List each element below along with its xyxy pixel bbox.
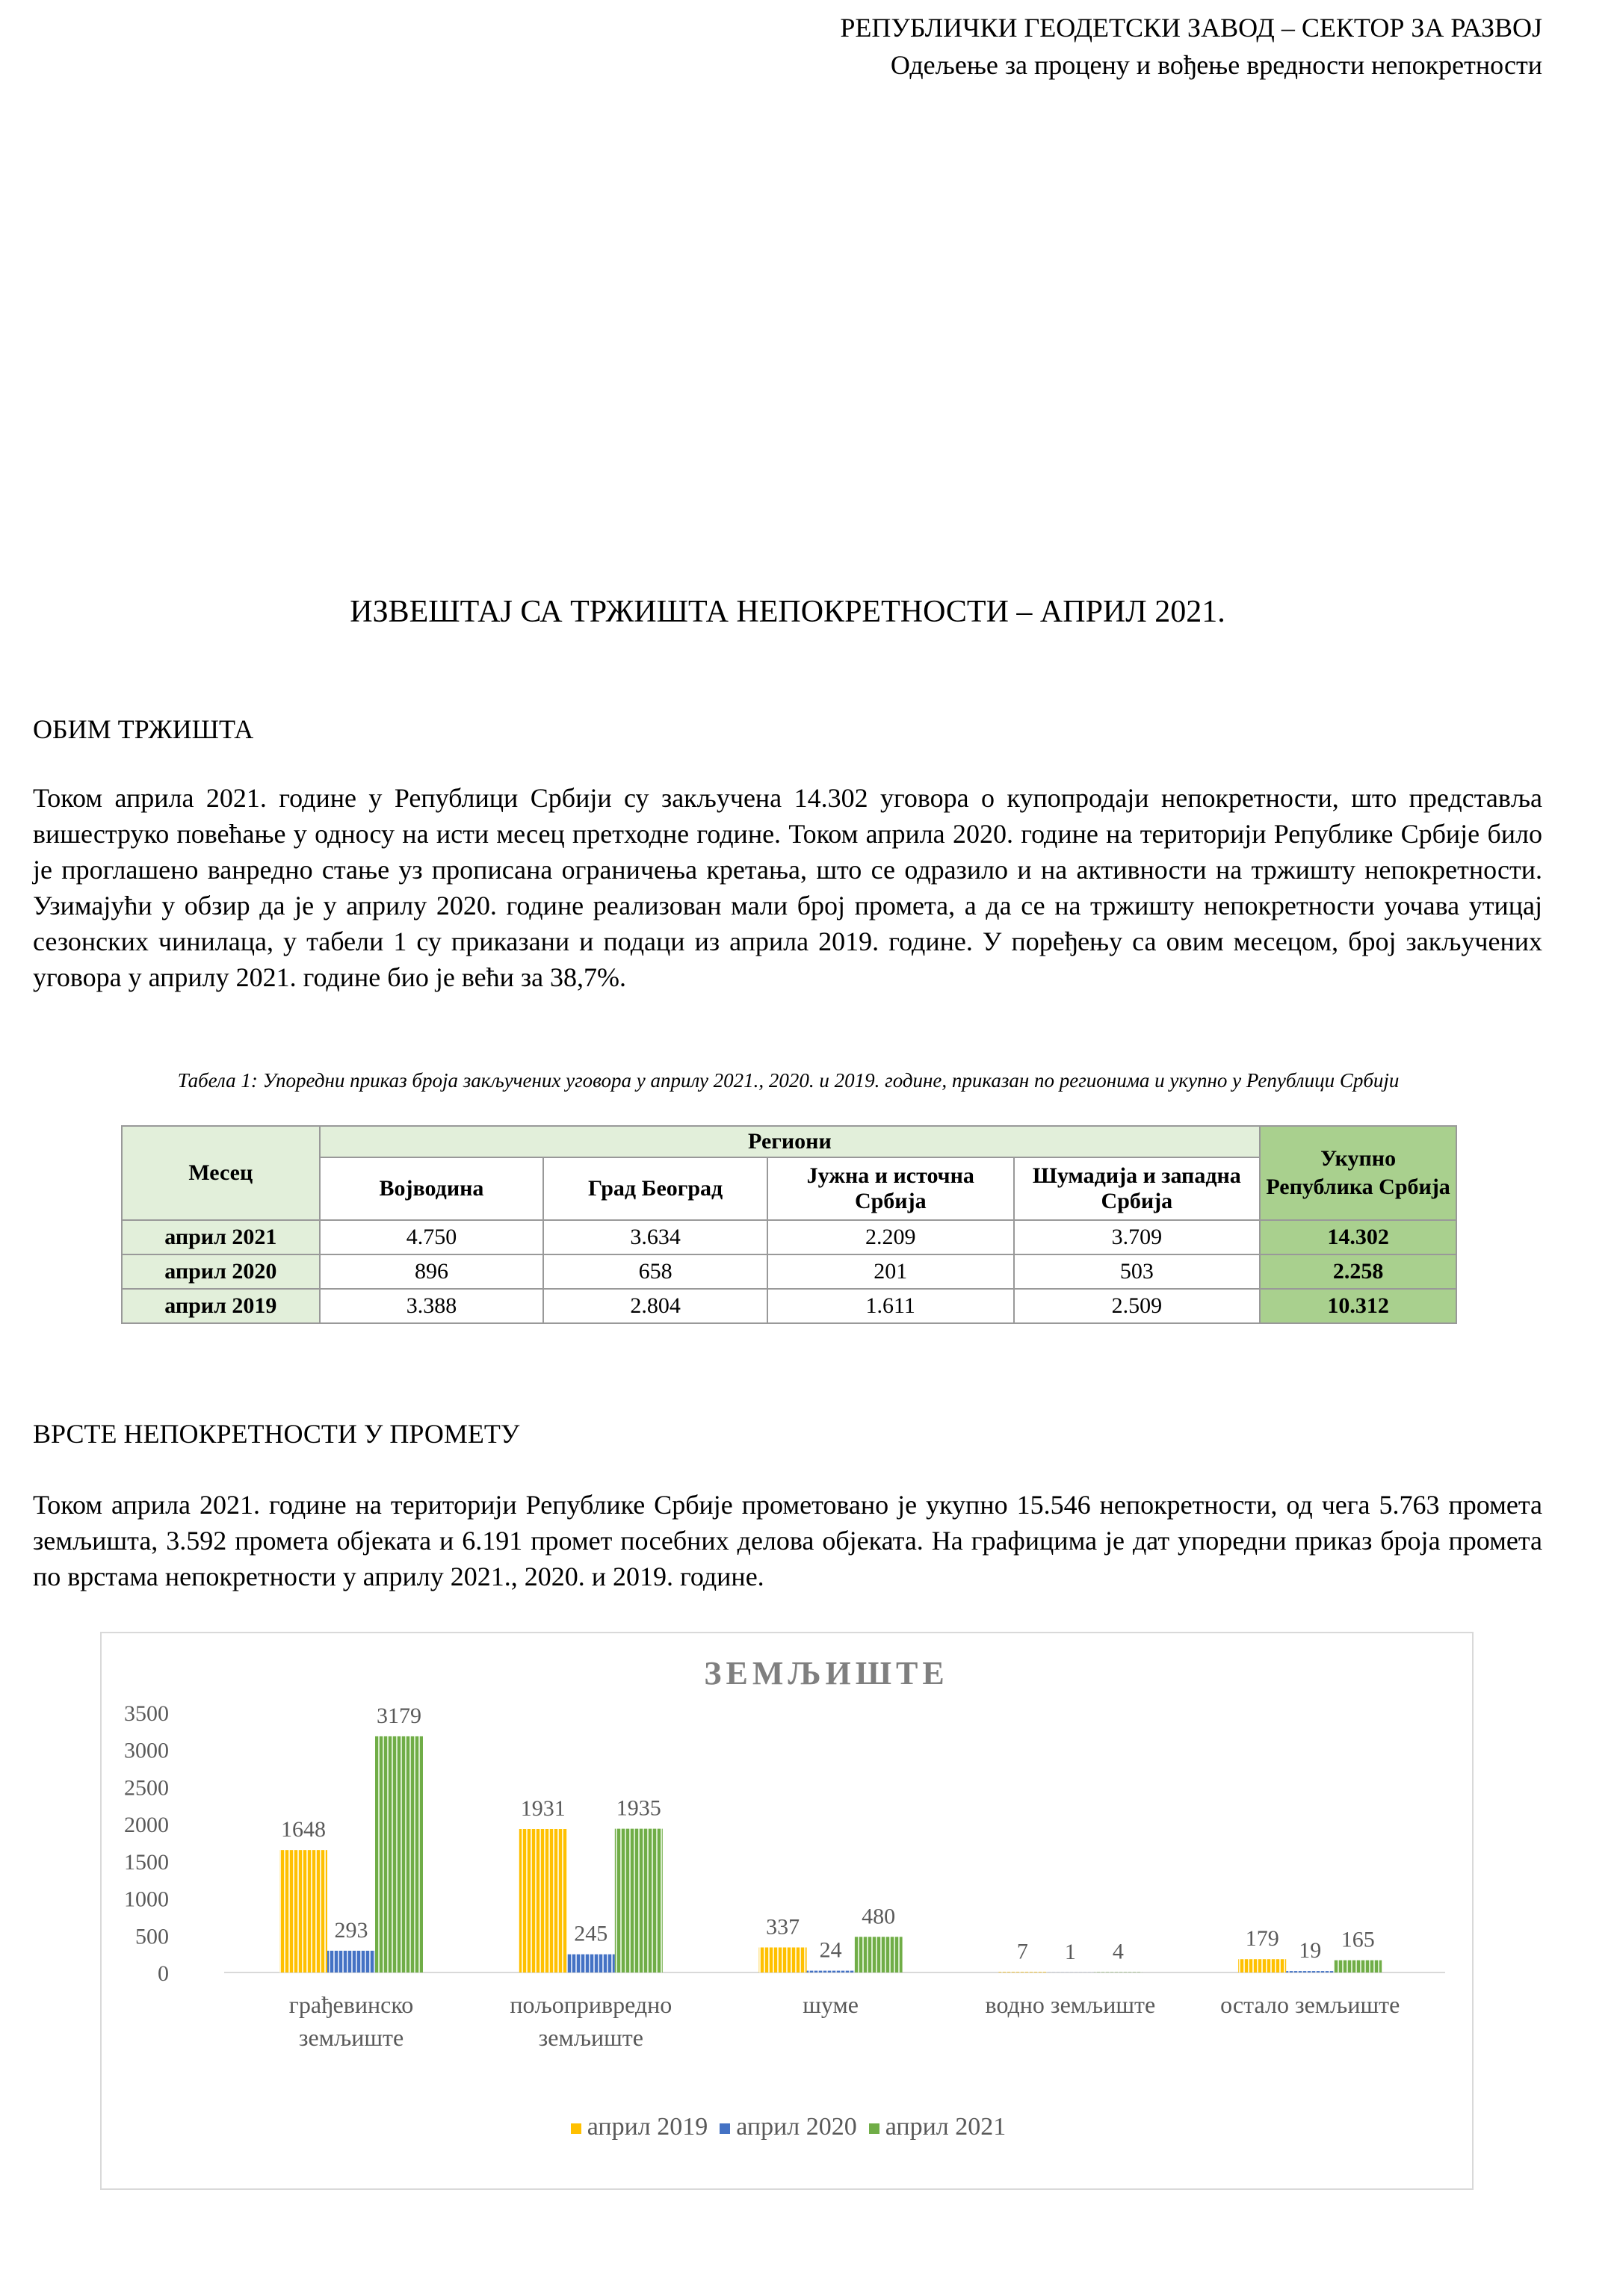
bar [1286,1971,1334,1972]
data-label: 245 [574,1921,608,1946]
month-header: Месец [122,1126,320,1220]
data-label: 19 [1299,1938,1322,1964]
bar [567,1955,615,1972]
data-label: 337 [766,1914,800,1940]
y-tick-label: 2000 [124,1813,169,1838]
region-header: Шумадија и западна Србија [1014,1157,1261,1220]
data-label: 1935 [616,1795,661,1821]
cell-value: 2.804 [543,1289,767,1323]
region-header: Војводина [320,1157,544,1220]
bar [375,1736,423,1972]
region-header: Јужна и источна Србија [767,1157,1014,1220]
legend-swatch [720,2123,730,2134]
section-heading-property-types: ВРСТЕ НЕПОКРЕТНОСТИ У ПРОМЕТУ [33,1419,520,1449]
paragraph-property-types [33,1487,1542,1594]
data-label: 480 [862,1904,896,1929]
x-tick-label: шуме [803,1991,859,2018]
bar [327,1951,375,1972]
contracts-table [121,1125,1457,1324]
bar [759,1947,807,1972]
cell-total: 10.312 [1260,1289,1456,1323]
cell-value: 3.709 [1014,1220,1261,1254]
legend-item [869,2113,1007,2141]
x-tick-label: земљиште [298,2024,404,2051]
paragraph-text: Током априла 2021. године у Републици Србији су закључена 14.302 уговора о купопродаји непокретности, што представља вишеструко повећање у односу на исти месец претходне године. Током априла 2020. године на територији Републике Србије било је проглашено ванредно стање уз прописана ограничења кретања, што се одразило и на активности на тржишту непокретности. Узимајући у обзир да је у априлу 2020. године реализован мали број промета, а да се на тржишту непокретности уочава утицај сезонских чинилаца, у табели 1 су приказани и подаци из априла 2019. године. У поређењу са овим месецом, број закључених уговора у априлу 2021. године био је већи за 38,7%. [33,783,1542,992]
chart-title: ЗЕМЉИШТЕ [704,1655,949,1692]
paragraph-market-volume [33,780,1542,995]
data-label: 165 [1341,1927,1375,1952]
row-month: април 2019 [122,1289,320,1323]
legend-label: април 2020 [736,2113,857,2141]
land-chart [100,1632,1474,2190]
bar [279,1850,327,1972]
cell-value: 2.209 [767,1220,1014,1254]
table-caption: Табела 1: Упоредни приказ броја закључених уговора у априлу 2021., 2020. и 2019. године, приказан по регионима и укупно у Републици Србији [177,1069,1400,1092]
total-header: Укупно Република Србија [1260,1126,1456,1220]
y-tick-label: 0 [158,1961,169,1986]
cell-total: 14.302 [1260,1220,1456,1254]
row-month: април 2020 [122,1254,320,1289]
region-header: Град Београд [543,1157,767,1220]
cell-value: 3.634 [543,1220,767,1254]
data-label: 1 [1064,1939,1076,1964]
x-tick-label: пољопривредно [510,1991,673,2018]
cell-value: 4.750 [320,1220,544,1254]
paragraph-text: Током априла 2021. године на територији Републике Србије прометовано је укупно 15.546 непокретности, од чега 5.763 промета земљишта, 3.592 промета објеката и 6.191 промет посебних делова објеката. На графицима је дат упоредни приказ броја промета по врстама непокретности у априлу 2021., 2020. и 2019. године. [33,1490,1542,1591]
bar [1334,1961,1382,1972]
header-department: Одељење за процену и вођење вредности непокретности [890,50,1542,80]
bar [519,1829,567,1972]
cell-value: 201 [767,1254,1014,1289]
y-tick-label: 3500 [124,1701,169,1726]
y-tick-label: 500 [135,1924,169,1949]
legend-item [571,2113,708,2141]
x-tick-label: грађевинско [288,1991,414,2018]
y-tick-label: 3000 [124,1738,169,1763]
table-row [122,1254,1456,1289]
y-tick-label: 1000 [124,1887,169,1912]
cell-value: 1.611 [767,1289,1014,1323]
table-row [122,1220,1456,1254]
data-label: 24 [819,1937,842,1963]
data-label: 1931 [520,1796,566,1822]
report-title: ИЗВЕШТАЈ СА ТРЖИШТА НЕПОКРЕТНОСТИ – АПРИЛ 2021. [350,595,1225,629]
row-month: април 2021 [122,1220,320,1254]
y-tick-label: 2500 [124,1775,169,1801]
x-tick-label: остало земљиште [1220,1991,1400,2018]
data-label: 7 [1016,1939,1028,1964]
bar [807,1971,855,1972]
land-chart-svg [102,1633,1475,2191]
table-row [122,1289,1456,1323]
section-heading-market-volume: ОБИМ ТРЖИШТА [33,714,254,744]
cell-value: 3.388 [320,1289,544,1323]
data-label: 1648 [281,1817,326,1842]
data-label: 179 [1245,1926,1279,1952]
header-institution: РЕПУБЛИЧКИ ГЕОДЕТСКИ ЗАВОД – СЕКТОР ЗА РАЗВОЈ [840,13,1542,43]
legend-swatch [571,2123,581,2134]
regions-header: Региони [320,1126,1261,1157]
cell-value: 658 [543,1254,767,1289]
x-tick-label: земљиште [538,2024,643,2051]
legend-label: април 2021 [885,2113,1007,2141]
y-tick-label: 1500 [124,1849,169,1875]
x-tick-label: водно земљиште [985,1991,1156,2018]
bar [855,1937,903,1972]
bar [615,1829,663,1972]
cell-value: 896 [320,1254,544,1289]
cell-total: 2.258 [1260,1254,1456,1289]
legend-label: април 2019 [587,2113,708,2141]
cell-value: 503 [1014,1254,1261,1289]
data-label: 293 [334,1917,368,1943]
legend-swatch [869,2123,879,2134]
legend-item [720,2113,857,2141]
cell-value: 2.509 [1014,1289,1261,1323]
data-label: 3179 [377,1703,421,1728]
bar [1238,1959,1286,1972]
data-label: 4 [1112,1939,1124,1964]
chart-legend [102,2113,1475,2141]
